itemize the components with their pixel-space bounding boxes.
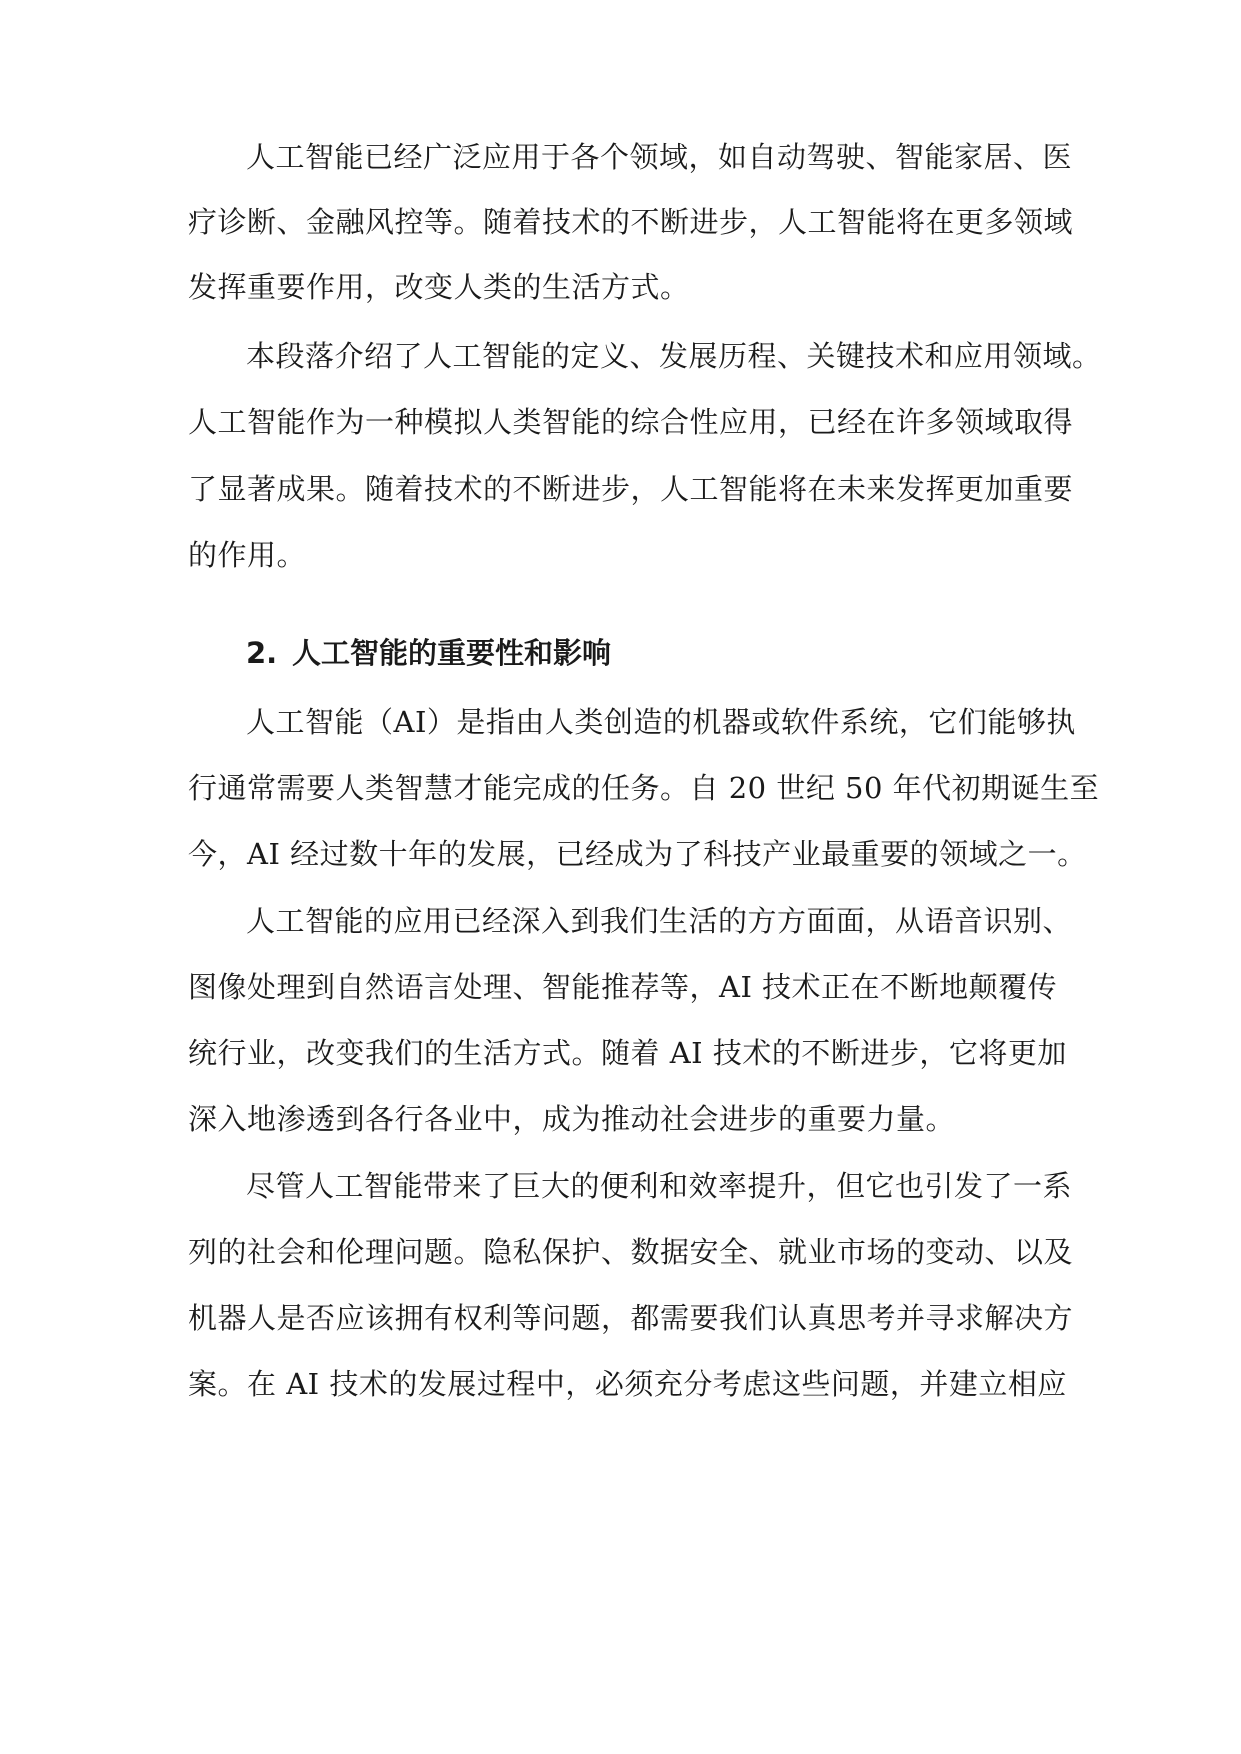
- section-number: 2.: [246, 636, 278, 670]
- paragraph-line: 列的社会和伦理问题。隐私保护、数据安全、就业市场的变动、以及: [188, 1235, 1074, 1269]
- paragraph-line: 人工智能已经广泛应用于各个领域，如自动驾驶、智能家居、医: [246, 140, 1073, 174]
- paragraph-line: 尽管人工智能带来了巨大的便利和效率提升，但它也引发了一系: [246, 1169, 1073, 1203]
- section-heading: [246, 633, 611, 673]
- paragraph-line: 发挥重要作用，改变人类的生活方式。: [188, 270, 690, 304]
- paragraph-line: 疗诊断、金融风控等。随着技术的不断进步，人工智能将在更多领域: [188, 205, 1074, 239]
- paragraph-line: 案。在 AI 技术的发展过程中，必须充分考虑这些问题，并建立相应: [188, 1367, 1067, 1401]
- paragraph-line: 人工智能的应用已经深入到我们生活的方方面面，从语音识别、: [246, 904, 1073, 938]
- paragraph-line: 行通常需要人类智慧才能完成的任务。自 20 世纪 50 年代初期诞生至: [188, 771, 1100, 805]
- paragraph-line: 人工智能（AI）是指由人类创造的机器或软件系统，它们能够执: [246, 705, 1076, 739]
- paragraph-line: 图像处理到自然语言处理、智能推荐等，AI 技术正在不断地颠覆传: [188, 970, 1058, 1004]
- paragraph-line: 了显著成果。随着技术的不断进步，人工智能将在未来发挥更加重要: [188, 472, 1074, 506]
- section-title: 人工智能的重要性和影响: [292, 636, 612, 670]
- paragraph-line: 人工智能作为一种模拟人类智能的综合性应用，已经在许多领域取得: [188, 405, 1074, 439]
- paragraph-line: 今，AI 经过数十年的发展，已经成为了科技产业最重要的领域之一。: [188, 837, 1087, 871]
- paragraph-line: 本段落介绍了人工智能的定义、发展历程、关键技术和应用领域。: [246, 339, 1102, 373]
- paragraph-line: 机器人是否应该拥有权利等问题，都需要我们认真思考并寻求解决方: [188, 1301, 1074, 1335]
- paragraph-line: 统行业，改变我们的生活方式。随着 AI 技术的不断进步，它将更加: [188, 1036, 1067, 1070]
- paragraph-line: 的作用。: [188, 538, 307, 572]
- paragraph-line: 深入地渗透到各行各业中，成为推动社会进步的重要力量。: [188, 1102, 956, 1136]
